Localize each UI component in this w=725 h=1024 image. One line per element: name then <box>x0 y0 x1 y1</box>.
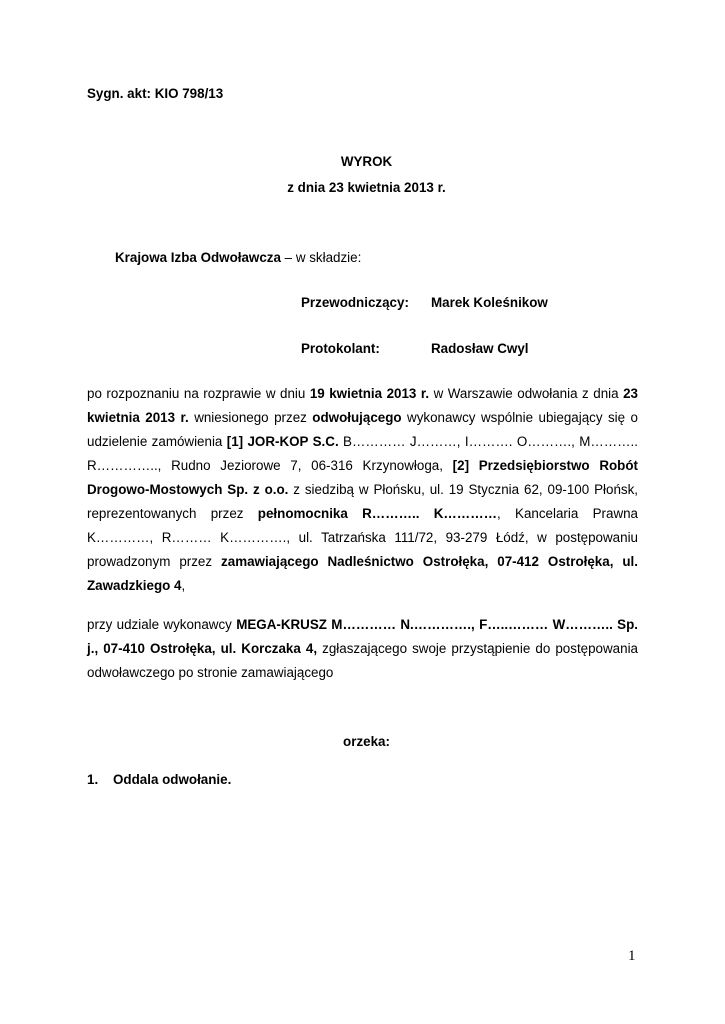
attorney: pełnomocnika R……….. K………… <box>257 506 497 521</box>
chamber-suffix: – w składzie: <box>280 250 362 265</box>
text-run: B………… J………, I………. O………., M……….. R………….., Rudno Jeziorowe 7, 06-316 Krzynowłoga, <box>87 434 639 473</box>
ruling-item-text: Oddala odwołanie. <box>113 772 232 787</box>
text-run: w Warszawie odwołania z dnia <box>429 386 624 401</box>
ruling-label: orzeka: <box>343 734 390 749</box>
judgment-heading: WYROK <box>340 154 393 169</box>
appeal-paragraph <box>87 382 638 598</box>
text-run: z siedzibą w Płońsku, ul. 19 Stycznia 62, 09-100 Płońsk, reprezentowanych przez <box>87 482 638 521</box>
contracting-authority: zamawiającego Nadleśnictwo Ostrołęka, 07-412 Ostrołęka, ul. Zawadzkiego 4 <box>87 554 638 593</box>
ruling-item-number: 1. <box>87 772 99 787</box>
ruling-item <box>87 772 231 787</box>
text-run: po rozpoznaniu na rozprawie w dniu <box>87 386 310 401</box>
contractor-2: [2] Przedsiębiorstwo Robót Drogowo-Mostowych Sp. z o.o. <box>87 458 638 497</box>
intervening-contractor: MEGA-KRUSZ M………… N.…………., F…..……… W……….. Sp. j., 07-410 Ostrołęka, ul. Korczaka 4, <box>87 617 639 656</box>
clerk-name: Radosław Cwyl <box>431 341 529 356</box>
case-signature: Sygn. akt: KIO 798/13 <box>87 86 224 101</box>
clerk-label: Protokolant: <box>301 341 380 356</box>
judgment-date: z dnia 23 kwietnia 2013 r. <box>287 180 446 195</box>
text-run: przy udziale wykonawcy <box>87 617 237 632</box>
chair-name: Marek Koleśnikow <box>431 295 548 310</box>
appellant-label: odwołującego <box>312 410 402 425</box>
chamber-name: Krajowa Izba Odwoławcza <box>115 250 281 265</box>
text-run: , Kancelaria Prawna K…………, R……… K…………., ul. Tatrzańska 111/72, 93-279 Łódź, w postępowaniu prowadzonym przez <box>87 506 639 569</box>
text-run: wykonawcy wspólnie ubiegający się o udzielenie zamówienia <box>87 410 639 449</box>
page-number: 1 <box>628 948 636 964</box>
participant-paragraph <box>87 613 638 685</box>
text-run: zgłaszającego swoje przystąpienie do postępowania odwoławczego po stronie zamawiającego <box>87 641 638 680</box>
appeal-date: 23 kwietnia 2013 r. <box>87 386 638 425</box>
chamber-line <box>115 250 361 265</box>
chair-label: Przewodniczący: <box>301 295 409 310</box>
text-run: , <box>181 578 186 593</box>
text-run: wniesionego przez <box>188 410 313 425</box>
contractor-1: [1] JOR-KOP S.C. <box>226 434 339 449</box>
hearing-date: 19 kwietnia 2013 r. <box>309 386 430 401</box>
